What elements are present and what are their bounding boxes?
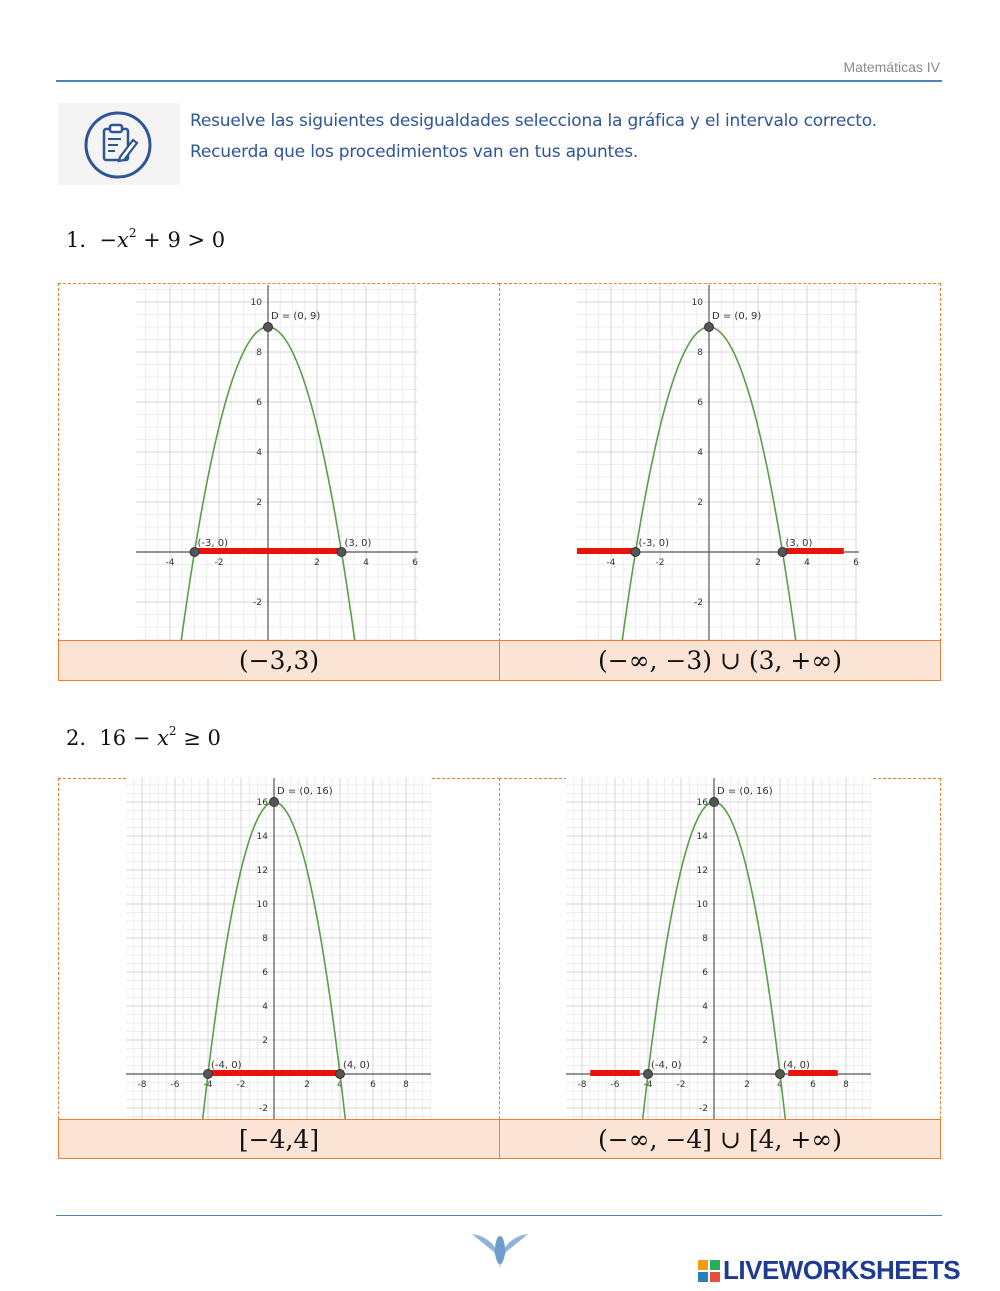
vertex-point — [270, 798, 279, 807]
vertex-point — [705, 323, 714, 332]
x-tick-label: 6 — [412, 558, 418, 568]
bird-logo-icon — [470, 1228, 530, 1272]
x-tick-label: 2 — [744, 1080, 750, 1090]
instructions — [190, 106, 950, 168]
x-tick-label: -2 — [214, 558, 224, 568]
vertex-point-label: D = (0, 16) — [277, 786, 333, 797]
x-tick-label: 4 — [804, 558, 810, 568]
q1-graph-a[interactable] — [136, 285, 418, 640]
x-tick-label: -4 — [643, 1080, 653, 1090]
clipboard-pen-icon — [83, 110, 153, 180]
x-tick-label: -8 — [137, 1080, 147, 1090]
question-1-prefix: − — [99, 228, 118, 252]
x-tick-label: 4 — [777, 1080, 783, 1090]
y-tick-label: 10 — [250, 298, 262, 308]
q2-graph-b-plot — [566, 778, 871, 1120]
y-tick-label: 16 — [696, 798, 708, 808]
y-tick-label: -2 — [253, 598, 262, 608]
y-tick-label: -2 — [699, 1104, 708, 1114]
y-tick-label: 4 — [697, 448, 703, 458]
y-tick-label: 12 — [256, 866, 268, 876]
question-1-title — [66, 228, 225, 252]
x-tick-label: -4 — [165, 558, 175, 568]
x-tick-label: 2 — [304, 1080, 310, 1090]
vertex-point-label: D = (0, 16) — [717, 786, 773, 797]
y-tick-label: 16 — [256, 798, 268, 808]
root-left-point-label: (-4, 0) — [651, 1060, 682, 1071]
question-2-rest: ≥ 0 — [176, 726, 221, 750]
y-tick-label: 2 — [256, 498, 262, 508]
x-tick-label: 6 — [853, 558, 859, 568]
vertex-point-label: D = (0, 9) — [712, 311, 762, 322]
question-2-title — [66, 726, 221, 750]
y-tick-label: 6 — [262, 968, 268, 978]
question-1-rest: + 9 > 0 — [136, 228, 226, 252]
x-tick-label: 6 — [810, 1080, 816, 1090]
x-tick-label: 4 — [363, 558, 369, 568]
subject-header: Matemáticas IV — [843, 59, 940, 75]
root-right-point-label: (3, 0) — [344, 538, 372, 549]
q1-graph-b-plot — [577, 285, 859, 640]
y-tick-label: 10 — [696, 900, 708, 910]
question-2-number: 2. — [66, 726, 87, 750]
x-tick-label: 8 — [403, 1080, 409, 1090]
y-tick-label: 8 — [702, 934, 708, 944]
y-tick-label: 4 — [262, 1002, 268, 1012]
y-tick-label: 2 — [697, 498, 703, 508]
question-1-var: x — [117, 228, 129, 252]
y-tick-label: 6 — [702, 968, 708, 978]
y-tick-label: -2 — [259, 1104, 268, 1114]
root-right-point-label: (4, 0) — [783, 1060, 810, 1071]
y-tick-label: 6 — [256, 398, 262, 408]
root-left-point-label: (-3, 0) — [197, 538, 228, 549]
q1-interval-a[interactable]: (−3,3) — [58, 640, 500, 681]
x-tick-label: 6 — [370, 1080, 376, 1090]
x-tick-label: -6 — [610, 1080, 620, 1090]
vertex-point-label: D = (0, 9) — [271, 311, 321, 322]
question-2-var: x — [157, 726, 169, 750]
x-tick-label: -2 — [655, 558, 665, 568]
root-right-point-label: (4, 0) — [343, 1060, 370, 1071]
header-divider — [56, 80, 942, 82]
y-tick-label: 12 — [696, 866, 708, 876]
q2-graph-b[interactable] — [566, 778, 871, 1120]
liveworksheets-text: LIVEWORKSHEETS — [723, 1255, 961, 1285]
x-tick-label: -8 — [577, 1080, 587, 1090]
x-tick-label: -6 — [170, 1080, 180, 1090]
y-tick-label: 8 — [256, 348, 262, 358]
question-1-number: 1. — [66, 228, 87, 252]
y-tick-label: 10 — [256, 900, 268, 910]
y-tick-label: 2 — [702, 1036, 708, 1046]
instructions-line-1: Resuelve las siguientes desigualdades selecciona la gráfica y el intervalo correcto. — [190, 111, 877, 131]
y-tick-label: -2 — [694, 598, 703, 608]
vertex-point — [264, 323, 273, 332]
footer-divider — [56, 1215, 942, 1216]
root-left-point-label: (-4, 0) — [211, 1060, 242, 1071]
y-tick-label: 8 — [697, 348, 703, 358]
y-tick-label: 2 — [262, 1036, 268, 1046]
y-tick-label: 14 — [256, 832, 268, 842]
x-tick-label: 8 — [843, 1080, 849, 1090]
x-tick-label: -4 — [606, 558, 616, 568]
vertex-point — [710, 798, 719, 807]
q1-graph-b[interactable] — [577, 285, 859, 640]
y-tick-label: 4 — [702, 1002, 708, 1012]
y-tick-label: 8 — [262, 934, 268, 944]
parabola-curve — [577, 327, 856, 640]
q2-graph-a[interactable] — [126, 778, 431, 1120]
liveworksheets-logo-icon — [698, 1260, 720, 1282]
x-tick-label: -2 — [676, 1080, 686, 1090]
x-tick-label: -4 — [203, 1080, 213, 1090]
y-tick-label: 10 — [691, 298, 703, 308]
y-tick-label: 14 — [696, 832, 708, 842]
root-left-point-label: (-3, 0) — [638, 538, 669, 549]
x-tick-label: 2 — [314, 558, 320, 568]
y-tick-label: 4 — [256, 448, 262, 458]
x-tick-label: -2 — [236, 1080, 246, 1090]
q2-interval-a[interactable]: [−4,4] — [58, 1119, 500, 1159]
q2-graph-a-plot — [126, 778, 431, 1120]
x-tick-label: 4 — [337, 1080, 343, 1090]
q1-graph-a-plot — [136, 285, 418, 640]
x-tick-label: 2 — [755, 558, 761, 568]
q1-interval-b[interactable]: (−∞, −3) ∪ (3, +∞) — [499, 640, 941, 681]
liveworksheets-brand[interactable] — [698, 1255, 960, 1286]
question-1-exp: 2 — [128, 226, 137, 240]
question-2-exp: 2 — [168, 724, 177, 738]
question-2-prefix: 16 − — [99, 726, 158, 750]
q2-interval-b[interactable]: (−∞, −4] ∪ [4, +∞) — [499, 1119, 941, 1159]
root-right-point-label: (3, 0) — [785, 538, 813, 549]
instructions-line-2: Recuerda que los procedimientos van en tus apuntes. — [190, 142, 639, 162]
y-tick-label: 6 — [697, 398, 703, 408]
